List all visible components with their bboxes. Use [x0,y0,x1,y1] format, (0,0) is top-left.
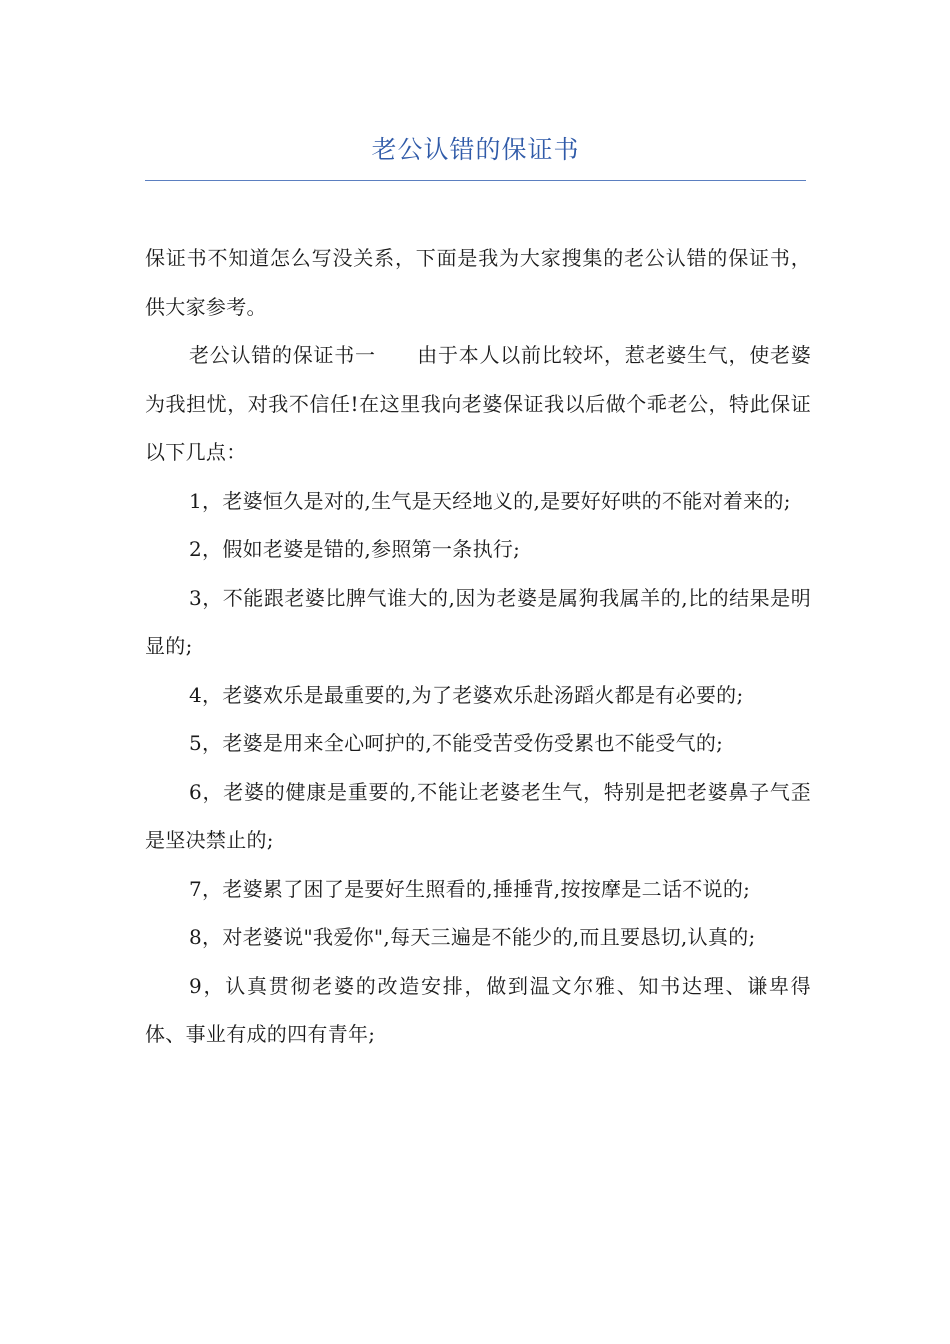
list-item: 7，老婆累了困了是要好生照看的,捶捶背,按按摩是二话不说的; [189,876,751,901]
title-underline [145,180,806,181]
list-item: 9，认真贯彻老婆的改造安排，做到温文尔雅、知书达理、谦卑得体、事业有成的四有青年; [145,973,811,1046]
list-item: 1，老婆恒久是对的,生气是天经地义的,是要好好哄的不能对着来的; [189,488,791,513]
list-item: 8，对老婆说"我爱你",每天三遍是不能少的,而且要恳切,认真的; [189,925,756,949]
list-item: 2，假如老婆是错的,参照第一条执行; [189,537,521,561]
list-item: 5，老婆是用来全心呵护的,不能受苦受伤受累也不能受气的; [189,731,724,755]
list-item: 3，不能跟老婆比脾气谁大的,因为老婆是属狗我属羊的,比的结果是明显的; [145,585,811,658]
list-item: 4，老婆欢乐是最重要的,为了老婆欢乐赴汤蹈火都是有必要的; [189,682,744,707]
document-title: 老公认错的保证书 [371,135,580,164]
intro-paragraph: 保证书不知道怎么写没关系，下面是我为大家搜集的老公认错的保证书，供大家参考。 [145,246,811,319]
document-body [145,234,811,1059]
paragraph-heading: 老公认错的保证书一 由于本人以前比较坏，惹老婆生气，使老婆为我担忧，对我不信任!在这里我向老婆保证我以后做个乖老公，特此保证以下几点： [145,343,811,464]
list-item: 6，老婆的健康是重要的,不能让老婆老生气，特别是把老婆鼻子气歪是坚决禁止的; [145,779,811,852]
